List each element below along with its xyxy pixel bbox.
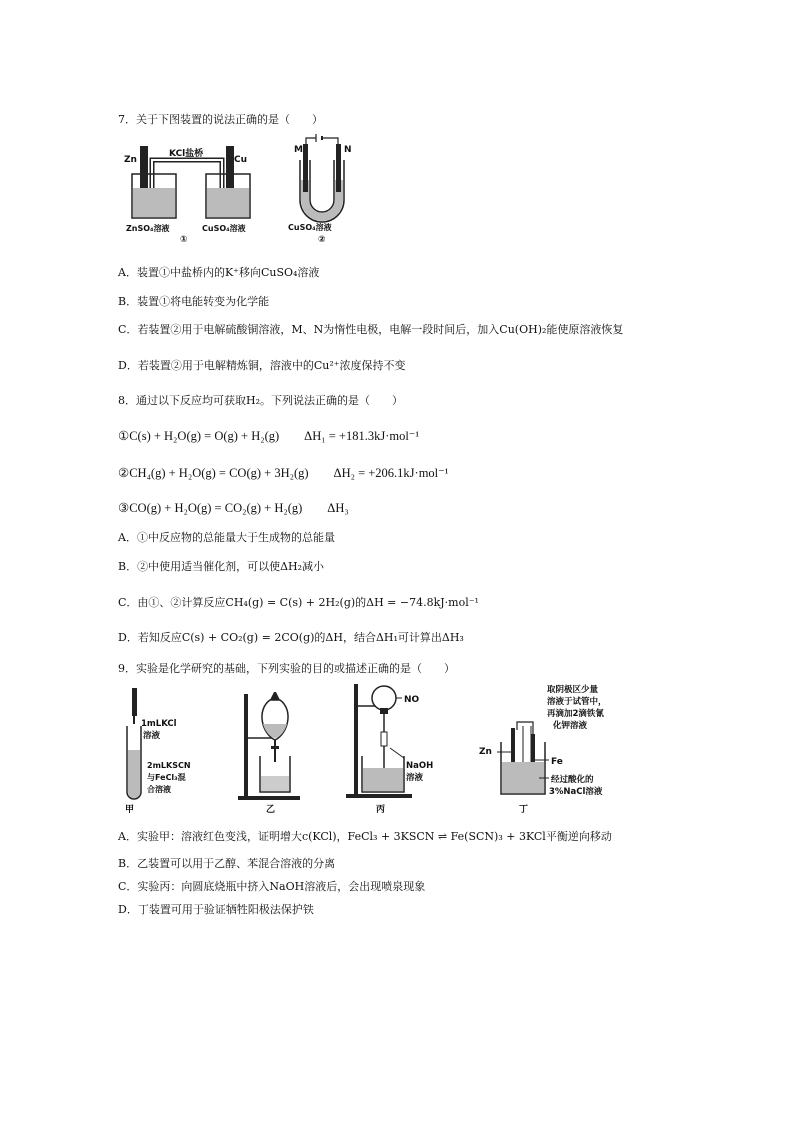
fig1-cuso4-label: CuSO₄溶液 <box>202 224 246 233</box>
ding-name: 丁 <box>519 805 529 815</box>
ding-note1: 取阴极区少量 <box>547 685 599 695</box>
jia-bottom-label1: 2mLKSCN <box>147 761 191 770</box>
bing-gas-label: NO <box>404 695 420 705</box>
fig1-number: ① <box>180 235 188 245</box>
fig2-solution-label: CuSO₄溶液 <box>288 223 332 232</box>
fig2-n-label: N <box>344 145 352 155</box>
fig-galvanic-cell <box>122 136 262 246</box>
q8-option-c: C．由①、②计算反应CH₄(g) = C(s) + 2H₂(g)的ΔH = −74.8kJ·mol⁻¹ <box>118 596 479 609</box>
bing-sol-label1: NaOH <box>406 761 434 771</box>
q7-option-a: A．装置①中盐桥内的K⁺移向CuSO₄溶液 <box>118 266 320 279</box>
q7-option-b: B．装置①将电能转变为化学能 <box>118 295 270 308</box>
q8-reaction-1: ①C(s) + H₂O(g) = O(g) + H₂(g) ΔH₁ = +181.3kJ·mol⁻¹ <box>118 429 420 443</box>
fig1-znso4-label: ZnSO₄溶液 <box>126 224 170 233</box>
jia-top-label2: 溶液 <box>143 731 161 741</box>
jia-top-label1: 1mLKCl <box>141 719 177 729</box>
bing-sol-label2: 溶液 <box>406 773 424 783</box>
fig-bing-fountain <box>344 684 434 816</box>
q8-stem: 8．通过以下反应均可获取H₂。下列说法正确的是（ ） <box>118 394 403 407</box>
fig1-zn-label: Zn <box>124 155 137 165</box>
fig2-number: ② <box>318 235 326 245</box>
ding-sol-label1: 经过酸化的 <box>551 775 594 785</box>
fig-jia-test-tube <box>125 688 205 816</box>
fig-ding-cell <box>475 682 635 818</box>
ding-note4: 化钾溶液 <box>553 721 588 731</box>
q9-option-a: A．实验甲：溶液红色变浅，证明增大c(KCl)，FeCl₃ + 3KSCN ⇌ Fe(SCN)₃ + 3KCl平衡逆向移动 <box>118 830 612 843</box>
q9-option-c: C．实验丙：向圆底烧瓶中挤入NaOH溶液后，会出现喷泉现象 <box>118 880 426 893</box>
q9-option-d: D．丁装置可用于验证牺牲阳极法保护铁 <box>118 903 314 916</box>
ding-fe-label: Fe <box>551 757 563 767</box>
ding-zn-label: Zn <box>479 747 492 757</box>
jia-bottom-label3: 合溶液 <box>147 785 171 794</box>
q8-option-a: A．①中反应物的总能量大于生成物的总能量 <box>118 531 335 544</box>
q7-option-d: D．若装置②用于电解精炼铜，溶液中的Cu²⁺浓度保持不变 <box>118 359 406 372</box>
bing-name: 丙 <box>376 805 386 815</box>
q7-stem: 7．关于下图装置的说法正确的是（ ） <box>118 113 323 126</box>
fig1-bridge-label: KCl盐桥 <box>169 149 204 159</box>
q9-option-b: B．乙装置可以用于乙醇、苯混合溶液的分离 <box>118 857 336 870</box>
q9-stem: 9．实验是化学研究的基础，下列实验的目的或描述正确的是（ ） <box>118 662 455 675</box>
q8-reaction-3: ③CO(g) + H₂O(g) = CO₂(g) + H₂(g) ΔH₃ <box>118 501 349 515</box>
yi-name: 乙 <box>266 805 276 815</box>
q7-option-c: C．若装置②用于电解硫酸铜溶液，M、N为惰性电极，电解一段时间后，加入Cu(OH)₂能使原溶液恢复 <box>118 323 624 336</box>
ding-note3: 再滴加2滴铁氰 <box>547 709 604 719</box>
q8-option-b: B．②中使用适当催化剂，可以使ΔH₂减小 <box>118 560 325 573</box>
fig2-m-label: M <box>294 145 303 155</box>
q8-reaction-2: ②CH₄(g) + H₂O(g) = CO(g) + 3H₂(g) ΔH₂ = +206.1kJ·mol⁻¹ <box>118 466 449 480</box>
ding-sol-label2: 3%NaCl溶液 <box>549 787 603 797</box>
ding-note2: 溶液于试管中， <box>547 697 607 707</box>
fig-yi-separatory-funnel <box>238 688 308 816</box>
jia-bottom-label2: 与FeCl₃混 <box>147 773 186 782</box>
jia-name: 甲 <box>125 805 135 815</box>
q8-option-d: D．若知反应C(s) + CO₂(g) = 2CO(g)的ΔH，结合ΔH₁可计算出ΔH₃ <box>118 631 464 644</box>
fig1-cu-label: Cu <box>234 155 248 165</box>
fig-u-tube-cell <box>288 134 362 246</box>
